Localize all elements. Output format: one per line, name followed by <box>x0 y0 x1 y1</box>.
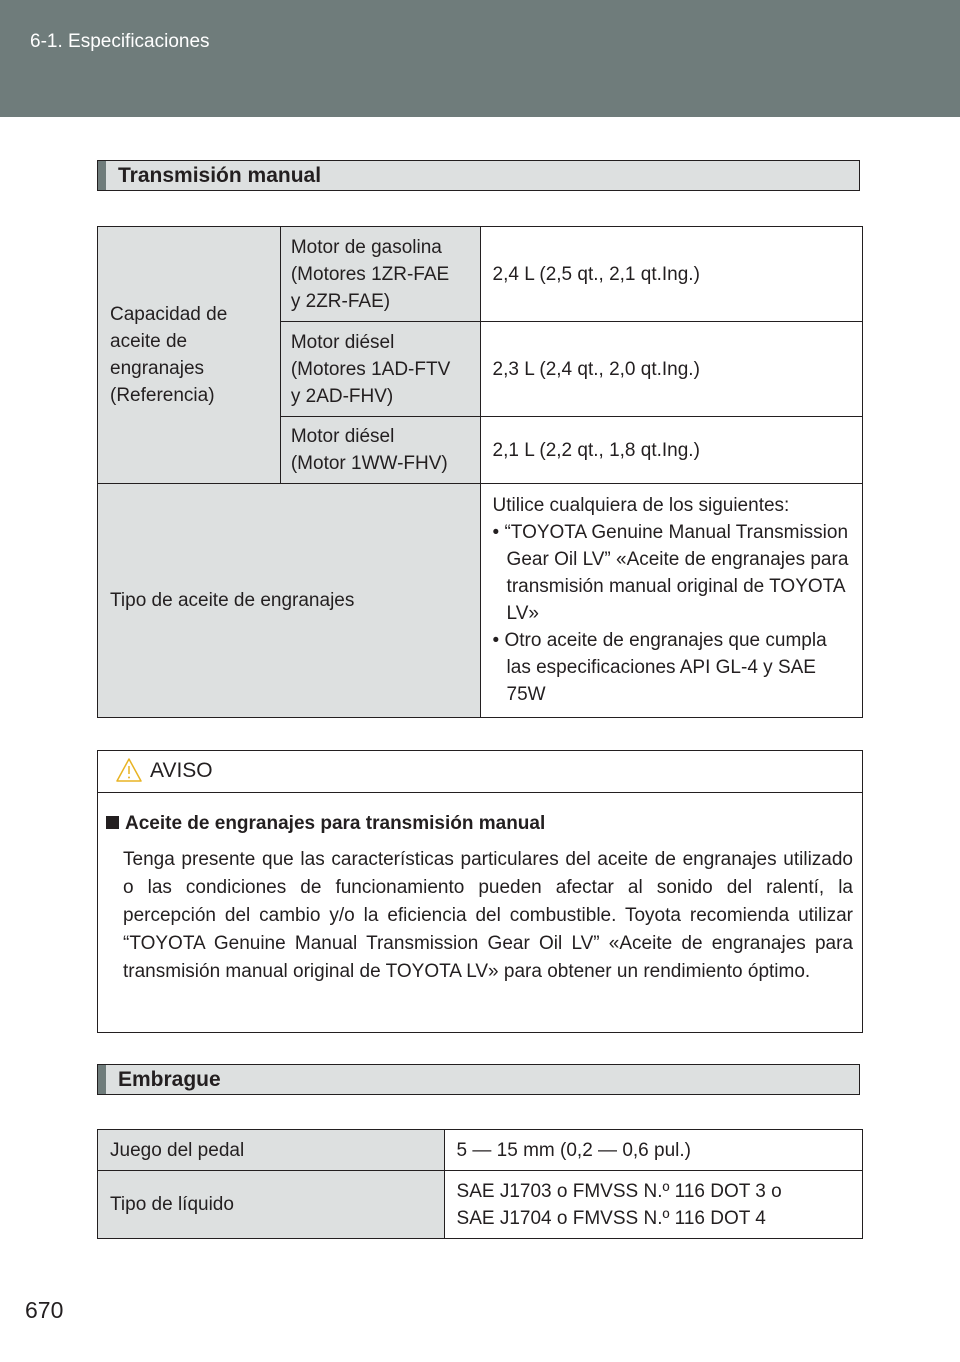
notice-box <box>97 750 863 1033</box>
section-title-manual-transmission <box>97 160 860 191</box>
clutch-table <box>97 1129 863 1239</box>
notice-subtitle <box>106 813 545 835</box>
warning-triangle-icon <box>116 758 142 782</box>
clutch-value: SAE J1703 o FMVSS N.º 116 DOT 3 o SAE J1704 o FMVSS N.º 116 DOT 4 <box>444 1171 862 1239</box>
oil-type-value <box>480 484 862 718</box>
oil-type-list <box>493 519 854 708</box>
section-title-text: Transmisión manual <box>118 164 322 187</box>
capacity-label: Capacidad de aceite de engranajes (Referencia) <box>98 227 281 484</box>
section-title-text: Embrague <box>118 1068 221 1091</box>
engine-cell: Motor diésel (Motores 1AD-FTV y 2AD-FHV) <box>280 322 480 417</box>
table-row <box>98 1130 863 1171</box>
notice-header <box>98 751 862 793</box>
capacity-value: 2,4 L (2,5 qt., 2,1 qt.Ing.) <box>480 227 862 322</box>
capacity-value: 2,3 L (2,4 qt., 2,0 qt.Ing.) <box>480 322 862 417</box>
table-row <box>98 227 863 322</box>
oil-type-label: Tipo de aceite de engranajes <box>98 484 481 718</box>
oil-type-intro: Utilice cualquiera de los siguientes: <box>492 494 790 516</box>
clutch-value: 5 — 15 mm (0,2 — 0,6 pul.) <box>444 1130 862 1171</box>
chapter-title: 6-1. Especificaciones <box>30 31 210 52</box>
page-number: 670 <box>25 1297 64 1323</box>
table-row <box>98 1171 863 1239</box>
clutch-label: Tipo de líquido <box>98 1171 445 1239</box>
page-header <box>0 0 960 117</box>
capacity-value: 2,1 L (2,2 qt., 1,8 qt.Ing.) <box>480 417 862 484</box>
engine-cell: Motor diésel (Motor 1WW-FHV) <box>280 417 480 484</box>
square-bullet-icon <box>106 816 119 829</box>
notice-label: AVISO <box>150 759 213 782</box>
clutch-label: Juego del pedal <box>98 1130 445 1171</box>
engine-cell: Motor de gasolina (Motores 1ZR-FAE y 2ZR-FAE) <box>280 227 480 322</box>
notice-body: Tenga presente que las características particulares del aceite de engranajes utilizado o las condiciones de funcionamiento pueden afectar al sonido del ralentí, la percepción del cambio y/o la eficiencia del combustible. Toyota recomienda utilizar “TOYOTA Genuine Manual Transmission Gear Oil LV” «Aceite de engranajes para transmisión manual original de TOYOTA LV» para obtener un rendimiento óptimo. <box>123 849 853 982</box>
list-item: • Otro aceite de engranajes que cumpla las especificaciones API GL-4 y SAE 75W <box>493 627 854 708</box>
section-title-clutch <box>97 1064 860 1095</box>
manual-transmission-table <box>97 226 863 718</box>
table-row <box>98 484 863 718</box>
notice-subtitle-text: Aceite de engranajes para transmisión manual <box>125 813 546 834</box>
list-item: • “TOYOTA Genuine Manual Transmission Gear Oil LV” «Aceite de engranajes para transmisión manual original de TOYOTA LV» <box>493 519 854 627</box>
